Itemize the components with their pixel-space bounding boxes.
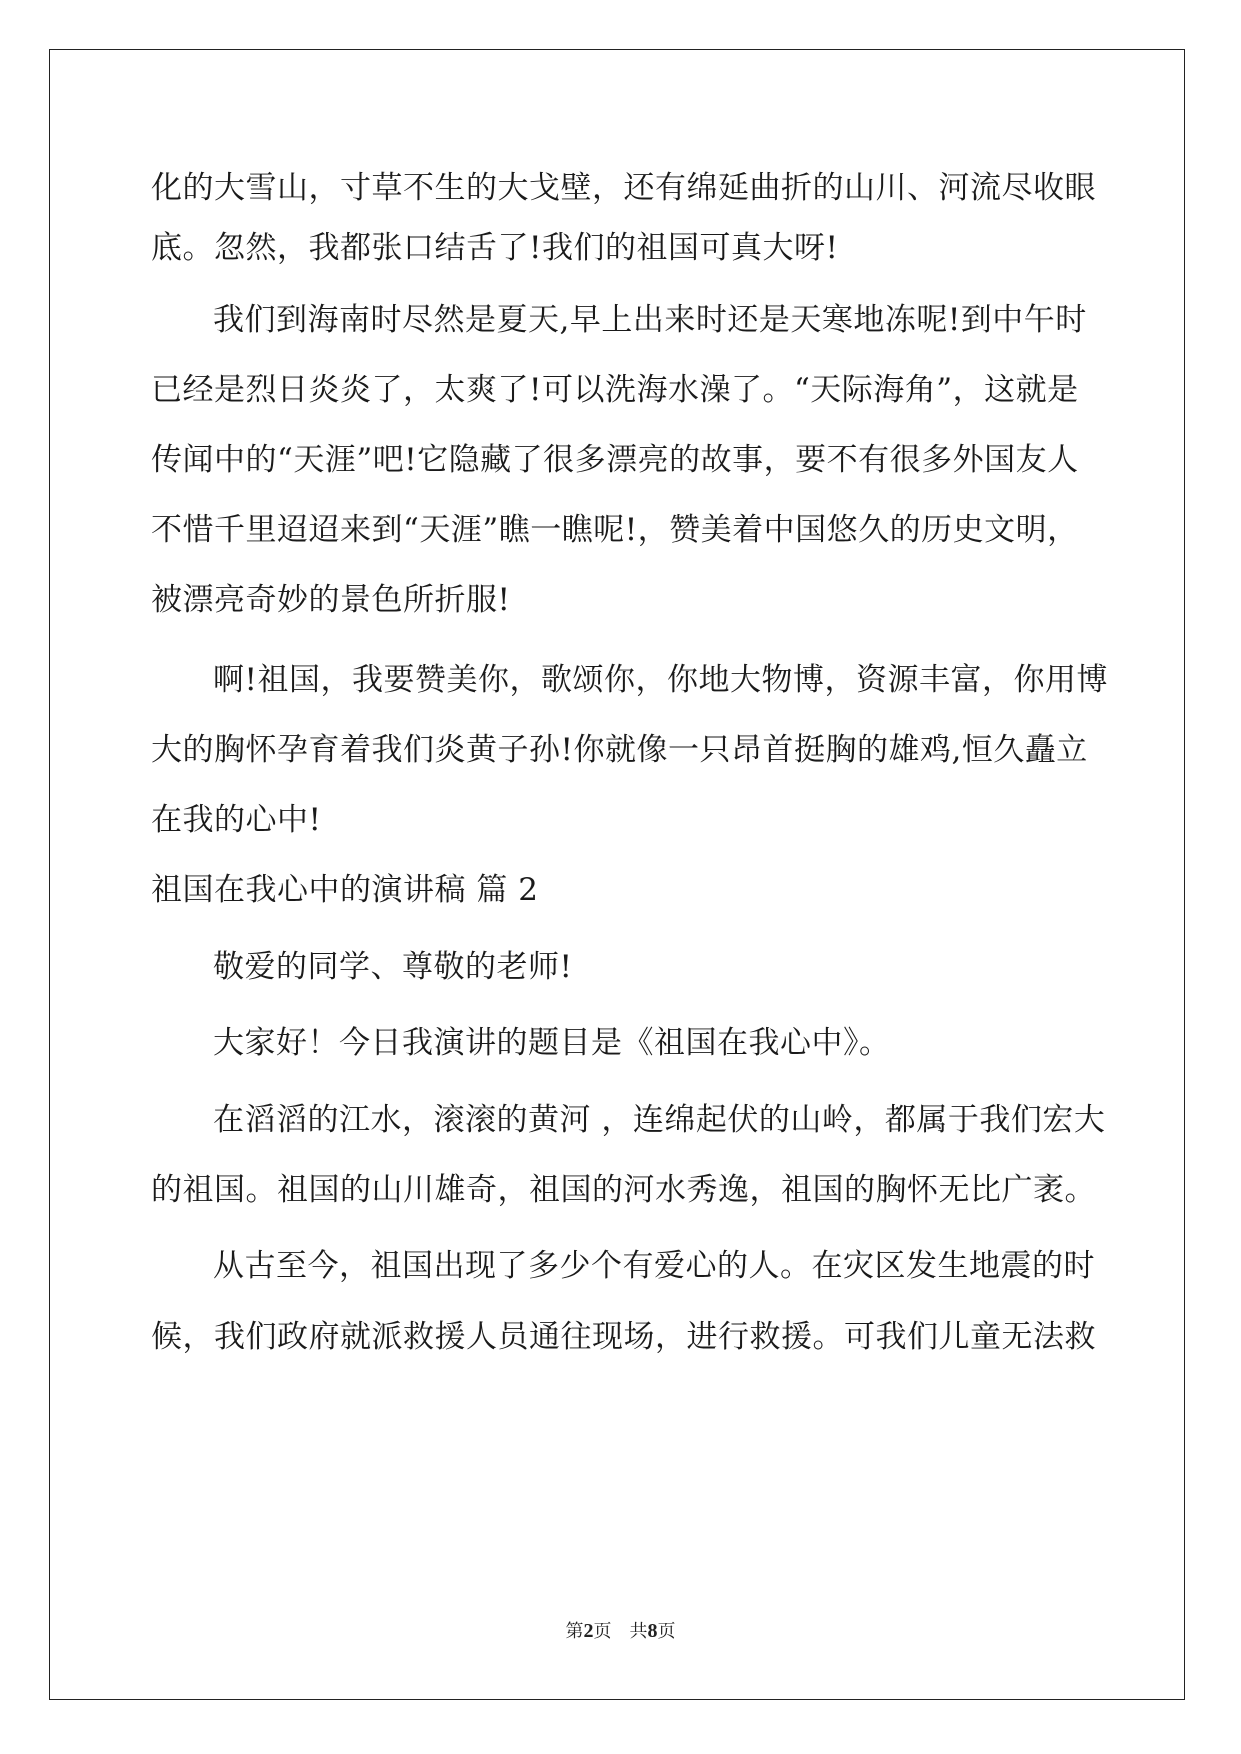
text-line-4: 已经是烈日炎炎了，太爽了!可以洗海水澡了。“天际海角”，这就是 — [151, 372, 1079, 408]
section-heading: 祖国在我心中的演讲稿 篇 2 — [151, 872, 539, 908]
text-line-12: 敬爱的同学、尊敬的老师! — [213, 949, 573, 985]
footer-mid: 页 共 — [593, 1621, 648, 1642]
text-line-15: 的祖国。祖国的山川雄奇，祖国的河水秀逸，祖国的胸怀无比广袤。 — [151, 1172, 1096, 1208]
footer-prefix: 第 — [565, 1621, 584, 1642]
footer-suffix: 页 — [657, 1621, 676, 1642]
text-line-3: 我们到海南时尽然是夏天,早上出来时还是天寒地冻呢!到中午时 — [213, 302, 1087, 338]
text-line-17: 候，我们政府就派救援人员通往现场，进行救援。可我们儿童无法救 — [151, 1319, 1096, 1355]
text-line-5: 传闻中的“天涯”吧!它隐藏了很多漂亮的故事，要不有很多外国友人 — [151, 442, 1079, 478]
footer-page-number: 2 — [583, 1620, 594, 1642]
footer-total-pages: 8 — [647, 1620, 658, 1642]
text-line-14: 在滔滔的江水，滚滚的黄河 ，连绵起伏的山岭，都属于我们宏大 — [213, 1102, 1106, 1138]
text-line-8: 啊!祖国，我要赞美你，歌颂你，你地大物博，资源丰富，你用博 — [213, 662, 1108, 698]
text-line-6: 不惜千里迢迢来到“天涯”瞧一瞧呢!，赞美着中国悠久的历史文明， — [151, 512, 1079, 548]
text-line-9: 大的胸怀孕育着我们炎黄子孙!你就像一只昂首挺胸的雄鸡,恒久矗立 — [151, 732, 1088, 768]
page-footer — [0, 1617, 1241, 1643]
text-line-13: 大家好！今日我演讲的题目是《祖国在我心中》。 — [213, 1025, 891, 1061]
text-line-10: 在我的心中! — [151, 802, 322, 838]
text-line-2: 底。忽然，我都张口结舌了!我们的祖国可真大呀! — [151, 230, 839, 266]
text-line-16: 从古至今，祖国出现了多少个有爱心的人。在灾区发生地震的时 — [213, 1248, 1095, 1284]
text-line-7: 被漂亮奇妙的景色所折服! — [151, 582, 511, 618]
text-line-1: 化的大雪山，寸草不生的大戈壁，还有绵延曲折的山川、河流尽收眼 — [151, 170, 1096, 206]
